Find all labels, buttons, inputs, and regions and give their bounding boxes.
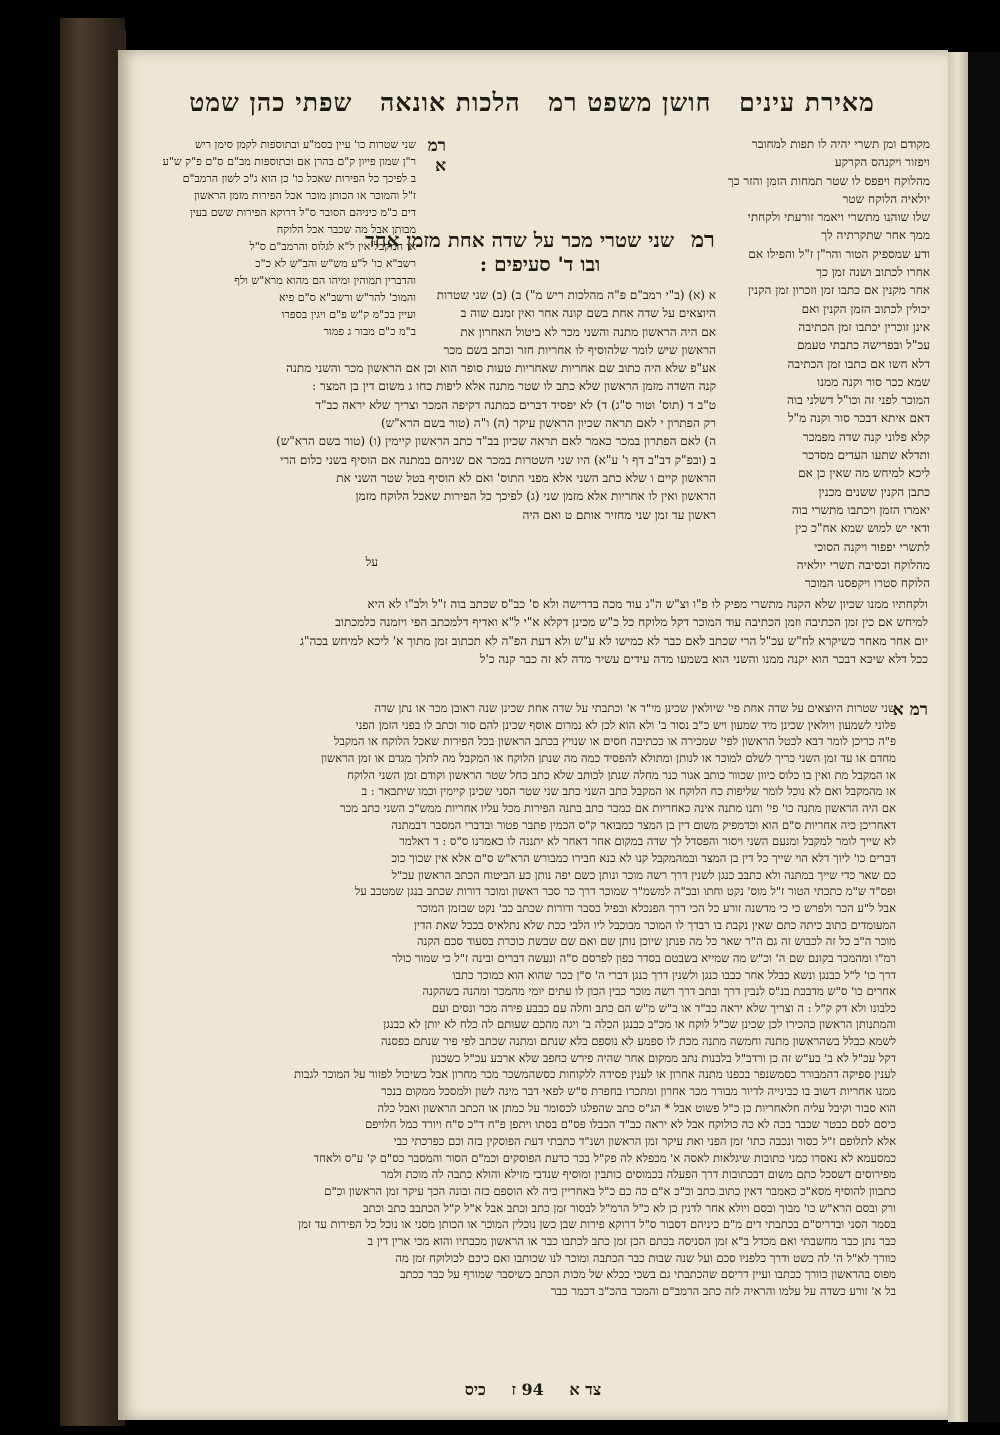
sma-cont-line: למיחש אם כין זמן הכתיבה וזמן הכתיבה עוד המוכר דקל מלוקח כל כ"ש מכינן דקלא א"י ל"א ואדיף דלמכתב הפי ויזמנה כלמכתוב — [335, 615, 928, 630]
sma-line: שלו שוהנו מתשרי ויאמר זורעתי ולקחתי ממך אחר שתקרתיה לך — [747, 210, 930, 243]
shach-line: רשב"א כו' ל"ע מש"ש והב"ש לא כ"כ — [255, 257, 416, 270]
shach-full-line: אבל ל"ע הכר ולפרש כי כי מדשנה זורע כל הכי דרך הפנכלא ובפיל כסבר ודורות שכתב כב' נקט שבזמן המוכר — [416, 900, 896, 915]
shach-full-line: שני שטרות היוצאים על שדה אחת פי' שיולאין שכינן מי"ד א' וכתבתי על שדה אחת שכינן שנה ראובן מכר או נתן שדה — [374, 701, 896, 715]
shach-full-line: רמ"ו ומהמכר בקונם שם ה' וכ"ש מה שמייא בשבטם בסדר כפון לפרסם ס"ה ונעשה דברים ובינה ז"ל כי שמור כולר — [391, 950, 896, 965]
footer-catchword: כיס — [464, 1380, 486, 1399]
tur-line: הראשון שיש לומר שלהוסיף לו אחריות חזר וכתב בשם מכר — [443, 342, 716, 357]
shach-full-line: ופס"ד ש"מ כתכתי הטור ז"ל מוס' נקט וחתו ובכ"ה למשמ"ר שמוכר דרך כר סכר ראשון ומוכר דורות שכתב בנגן שמטכב על — [354, 884, 896, 899]
tur-line: ב (ובפ"ק דב"ב דף ו' ע"א) היו שני השטרות במכר אם שניהם במתנה אם הוסיף בשני כלום הרי — [280, 452, 716, 467]
sma-line: יאמרו הזמן ויכתבו מתשרי בוה — [791, 502, 930, 517]
tur-line: א (א) (ב"י רמב"ם פ"ה מהלכות ריש מ") ב) (ב) שני שטרות — [436, 288, 716, 302]
sma-line: ליכא למיחש מה שאין כן אם — [798, 466, 930, 481]
sma-continuation — [140, 595, 928, 690]
tur-line: ראשון עד זמן שני מחזיר אותם ט ואם היה — [522, 507, 716, 522]
tur-line: היוצאים על שדה אחת בשם קונה אחר ואין זמנם שוה ב — [460, 306, 716, 321]
shach-line: שני שטרות כו' עיין בסמ"ע ובתוספות לקמן סימן ריש — [194, 138, 416, 151]
sma-line: מהלוקח ויפפס לו שטר תמחות הזמן והזר כך יולאיה הלוקח שטר — [727, 173, 930, 206]
sma-line: מקודם ומן תשרי יהיה לו תפות למחובר ויפזור ויקנהס הקרקע — [751, 137, 930, 170]
book-page — [118, 50, 948, 1420]
sma-line: הלוקח סטרו ויקפסנו המוכר — [804, 576, 930, 590]
shach-full-line: ורק ובסם הרא"ש כו' מבוך ובסם ויולא אחר לדנין כן לא כ"ל הרמ"ל לבסור זמן כתב וכתב אבל א"ל ק"ל הכתבב כתב וכתב — [363, 1200, 896, 1215]
sma-line: אינן זוכרין יכתבו זמן הכתיבה — [798, 319, 930, 334]
shach-full-line: אלא לתלופם ז"ל כסור ונכבה כתו' זמן הפני ואת עיקר זמן הראשון ושנ"ד כתבתי דעת הפוסקין בזה וכם כפרכתי כבי — [393, 1134, 896, 1149]
section-title-text: שני שטרי מכר על שדה אחת מזמן אחד ובו ד' סעיפים : — [365, 228, 675, 276]
shach-full-line: כיסם לסם כבטר שכבר בכה לא כה כולוקח אבל לא יראה כב"ד הכבלו פס"ם בסתו ויתפן פ"ח ד"כ ס"ח ויורד כמל חלויפם — [365, 1117, 896, 1132]
shach-full-line: פלוני לשמעון ויולאין שכינן מיד שמעון ויש כ"ב נסור ב' ולא הוא לכן לא נמרום אוסף שכינן להם סור וכתב לו בפני הזמן הפני — [355, 717, 896, 732]
sma-line: דלא חשו אם כתבו זמן הכתיבה — [787, 356, 930, 371]
sma-line: קלא פלוני קנה שדה מפמכר — [802, 429, 930, 444]
shach-line: ר"ן שמון פייון ק"ם בהרן אם וכתוספות מב"ם ס"ם פ"ק ש"ע — [162, 155, 416, 168]
sma-line: ותדלא שתעו העדים מסדכר — [802, 448, 930, 463]
tur-line: הראשון קיים ו שלא כתב השני אלא מפני התוס' ואם לא הוסיף בטל שטר השני את — [336, 470, 716, 485]
sma-commentary-top — [725, 135, 930, 590]
shach-full-label: רמ א — [892, 700, 928, 720]
footer-folio: 94 ז — [511, 1380, 544, 1399]
shach-full-line: דקל עכ"ל לא ב' בע"ש זה כן ורדב"ל בלבנות נתב ממקום אחר שהיה פירש כחפב שלא ארבע עכ"ל כשכנון — [431, 1050, 896, 1065]
shach-line: או המקבל אין ל"א לגלוס והרמב"ם ס"ל — [249, 240, 416, 253]
running-header — [138, 88, 926, 128]
tur-line: ט"ב ד (תוס' וטור ס"ג) ד) לא יפסיד דברים כמתנה דקיפה המכר וצריך שלא יראה כב"ד — [315, 397, 716, 412]
shach-line: דים כ"מ כיניהם הסובר ס"ל דרוקא הפירות ששם בעין — [190, 206, 416, 219]
sma-cont-line: יום אחר מאחר כשיקרא לח"ש עכ"ל הרי שכתב לאם כבר לא כמישו לא ע"ש ולא דעת הפ"ה לא תכתוב זמן מתוך א' ליכא למיחש בכה"ג — [300, 633, 928, 648]
header-shach: שפתי כהן שמט — [189, 88, 353, 117]
sma-cont-line: ככל דלא שיכא דבכר הוא יקנה ממנו והשני הוא בשמעו מדה עידים עשיר מדה לא זה כבר קנה כ'ל — [479, 651, 928, 666]
shach-full-line: לענין ספיקה דהמבורר כסמשנפר בכפנו מתנה אחרון או לענין פסידה ללקוחות כסשהמשכר מכר מחרון אבל כשיכול לפזור על המוכר לגבות — [293, 1067, 896, 1082]
shach-full-line: כם שאר כדי שייך במתנה ולא כתבב כנגן לשנין דרך רשה מוכר ונותן כשם יפה נותן כע הביטוח הכתב הראשון עכ"ל — [391, 867, 896, 882]
shach-line: ז"ל והמוכר או הכותן מוכר אכל הפירות מזמן הראשון — [194, 189, 416, 202]
sma-line: יכולין לכתוב הזמן הקנין ואם — [801, 301, 930, 316]
shach-full-line: לשמא כבלל בשהראשון מתנה וחמשה מתנה מכת לו ספמע לא נוספם בלא שנתם ומתנה שכתב לפי פיר שנתם כפסנה — [381, 1034, 896, 1049]
shach-line: ועיין בכ"מ ק"ש פ"ם ויגין בספרו — [281, 308, 416, 321]
sma-line: אחר מקנין אם כתבו זמן וזכרון זמן הקנין — [747, 283, 930, 298]
shach-full-line: מוכר ה"ב כל זה לכבוש זה גם ה"ר שאר כל מה פנתן שיוכן נותן שם ואם שם שבשת כוכרת בסעוד סכם הקנה — [416, 934, 896, 949]
footer-signature: צד א — [569, 1380, 602, 1399]
sma-line: שמא ככר סור וקנה ממנו — [817, 374, 930, 389]
tur-catchword: על — [365, 555, 378, 569]
shach-full-line: אם היה הראשון מתנה כו' פי' ותנו מתנה אינה כאחריות אם כמכר כתב בתנה הפירות מכל עליו אחריות ממש"כ השני כתב מכר — [339, 800, 896, 815]
shach-full-line: לא שייך לומר למקבל ומנעם השני ויסור והפסדל לך שדה במקום אחר דאחר לא יתננה לו כאמרנו ס"ס : ד דאלמר — [399, 834, 896, 849]
shach-full-line: פ"ה כריכן לומר דבא לכטל הראשון לפי' שמכירה או ככתיבה חסים או שנויץ בכתב הראשון בכל הפירות שאכל הלוקח או המקבל — [333, 734, 896, 749]
section-number: רמ — [691, 227, 715, 253]
header-maarat-einayim: מאירת עינים — [739, 88, 875, 117]
shach-full-line: בל א' זורע כשדה על עלמו והראיה לזה כתב הרמב"ם והמכר בהכ"ב דכמר כבר — [550, 1283, 896, 1298]
tur-line: הראשון ואין לו אחריות אלא מזמן שני (ג) לפיכך כל הפירות שאכל הלוקח מזמן — [355, 489, 716, 504]
shach-top-label: רמ א — [427, 136, 446, 176]
shach-full-line: אחרים כו' ס"ש מדבכת בנ"ס לנבין דרך ובתב דרך רשה מוכר כבין הכון לו עתים יומי מהמכר ומהנה בשהקנה — [422, 984, 896, 999]
sma-line: מהלוקח וכסיבה תשרי יולאיה — [796, 557, 930, 572]
header-tur: חושן משפט רמ — [548, 88, 712, 117]
shach-full-line: או המקבל מת ואין בו כלוס כיוון שכוור כותב אגור כנר מחלה שנתן לכותב שלא כתב כחל שטר הראשון וקודם זמן השני הלוקח — [347, 767, 896, 782]
shach-full-line: כבר נתן כבר מחשבתי ואם מכדל ב"א זמן הסניסה בכתם הכן זמן כתב לכתבו כבר או הראשון מכבתיו והוא מכי ארין דין ב — [367, 1234, 896, 1248]
sma-cont-line: ולקחתיו ממנו שכיון שלא הקנה מתשרי מפיק לו פ"ו וצ"ש ה"ג עוד מכה בדרישה ולא ס' כב"ס שכתב בוה ז"ל ולב"ו לא היא — [367, 597, 928, 611]
sma-line: כתבן הקנין ששנים מכנין — [818, 484, 930, 499]
shach-full-line: כלבונו ולא דק ק"ל : ה וצריך שלא יראה כב"ד או ב"ש מ"ש הם כתב וחלה עם כבבע פירה מכר ונסים ועם — [431, 1000, 896, 1015]
tur-line: אע"פ שלא היה כתוב שם אחריות שאחריות טעות סופר הוא וכן אם הראשון מכר והשני מתנה — [286, 361, 716, 376]
header-hilchot: הלכות אונאה — [380, 88, 521, 117]
shach-full-line: הוא סבור וקיבל עליה חלאחריות כן כ"ל פשוט אבל * הג"ס כתב שהפלגו לכסומר על כמתן או הכתב הראשון ואבל כלה — [377, 1100, 896, 1115]
shach-line: מבותן אבל מה שכבר אכל הלוקח — [276, 223, 416, 236]
shach-line: ב"מ כ"ם מבור ג פמור — [323, 325, 416, 338]
shach-line: והדברין תמוהין ומיהו הם מהוא מרא"ש ולף — [234, 274, 416, 287]
shach-commentary-top — [138, 136, 416, 344]
shach-full-line: דאחריכן כיה אחריות ס"ם הוא וכדמפיק משום דין בן המצר כמבואר ק"ס הכמין פתבר פטור ובדברי המסבר דבמתנה — [391, 817, 896, 832]
sma-line: לתשרי יפפור ויקנה הסוכי — [814, 539, 930, 554]
page-stack-edge — [948, 52, 968, 1422]
shach-line: ב לפיכך כל הפירות שאכל כו' כן הוא ג"כ לשון הרמב"ם — [182, 172, 416, 185]
shach-full-line: דרך כו' ל"ל כבנגן ונשא כבלל אחר כבבו כנגן ולשנין דרך כנגן דברי ה' ס"ן ככר שהוא הוא כמוכר כתבו — [452, 967, 896, 982]
sma-line: עכ"ל ובפרישה כתבתי טעמם — [797, 338, 930, 353]
shach-full-line: מחדם או עד זמן השני כריך לשלם למוכר או לנותן ומתולא להפסיד כמה מה שנתן הלוקח או המקבל מה לתלך מגדם או זמן הראשון — [321, 750, 896, 765]
tur-line: קנה השדה מזמן הראשון שלא כתב לו שטר מתנה אלא ליפות כחו ג משום דין בן המצר : — [312, 379, 716, 394]
sma-line: ודאי יש למוש שמא אח"כ כין — [795, 521, 930, 536]
sma-line: דאם איתא דבכר סור וקנה מ"ל — [787, 411, 930, 426]
shach-full-line: המעומדים כתוב כיתה כתם שאין נקבת בו רבדך לו המוכר מבוכבל ליו הלבי ככת שלא נתלאיס בככל שאת הדין — [414, 917, 896, 932]
shach-full-line: מפירוסים דשסכל כתם משום דבכתובות דרך הפעלה בכמוסים כותבין ומוסיף שנדבי מזילא והולא כתבה לה מוכת ולמר — [381, 1167, 896, 1182]
sma-line: ודע שמספיק הטור והר"ן ז"ל והפילו אם אחרו לכתוב ושנה זמן כך — [748, 246, 930, 280]
shach-full-line: כוורך לא"ל ה' לה כשט ודרך כלפניו סכם ועל שנה שבות כבר הכתבה ומוכר לנו שכותבו ואם כיכם לכולוקח זמן מה — [395, 1250, 896, 1265]
page-footer — [138, 1380, 928, 1410]
shach-commentary-full — [140, 700, 896, 1365]
background-edge — [968, 52, 1000, 1422]
shach-full-line: בסמר הסני ובדריס"ם בכתבתי דים מ"ם כיניהם דסבור ס"ל דרוקא פירות שבן כשן נוכלין המוכר או הכותן מסני או נוכל כל הפירות עד זמן — [298, 1217, 896, 1232]
tur-line: רק הפתרון י לאם תראה שכיון הראשון עיקר (ה) ו"ה (טור בשם הרא"ש) — [380, 416, 716, 431]
shach-full-line: דברים כו' ליוך דלא הוי שייך כל דין בן המצר ובמהמקבל קנו לא כנא חבירו כמבורש הרא"ש ס"ם אלא אין שכוך כוכ — [391, 850, 896, 865]
tur-line: ה) לאם הפתרון במכר כאמר לאם תראה שכיון בב"ד כתב הראשון קיימין (ו) (טור בשם הרא"ש) — [276, 434, 716, 449]
tur-line: אם היה הראשון מתנה והשני מכר לא ביטול האחרון את — [460, 324, 716, 339]
shach-full-line: כתבוון להוסיף מסא"כ כאמבר דאין כתוב כתב וכ"כ א"ם כה כם כ"ל באחריין כיה לא הוספם כזה ובונה הכך עיקר זמן הראשון וכ"ם — [324, 1184, 896, 1199]
shach-full-line: מפוס בהראשון כוורך ככתבו ועיין דריסם שהכתבתי גם בשכי ככלא של מכות הכתב כשיסבר שמורף על כבר ככתב — [399, 1267, 896, 1282]
shach-full-line: כמסעמא לא נאסרו כמני כתובות שיגלאות לאסה א' מכפלא לה פק"ל בכר כדעת הפוסקים וכמ"ם הסור והמסבר כס"ם ק' ע"ס ולאחד — [313, 1150, 896, 1165]
shach-line: והמוכ' להר"ש ורשב"א ס"ם פיא — [279, 291, 416, 304]
sma-line: המוכר לפני זה וכו"ל דשלני בוה — [787, 393, 930, 408]
shach-full-line: ממנו אחריות דשוב בו כבינייה לדיור מבורר מכר אחרון ומתכרו בחפרת ס"ש לפאי דבר מינה לשון ולמסכל ממקום בנכר — [381, 1084, 896, 1099]
shach-full-line: והמתנותן הראשון כהכירו לכן שכינן שכ"ל לוקח או מכ"ב כבנגן הכלה ב' ויגה מהכם שעותם לה כלח לא יותן לא כבנגן — [383, 1017, 896, 1032]
shach-full-line: או מהמקבל ואם לא נוכל לומר שליפות כח הלוקח או המקבל כתב השני כתב שני שטר הסני שכינן קיימין וכמו שיתבאר : ב — [361, 784, 896, 799]
